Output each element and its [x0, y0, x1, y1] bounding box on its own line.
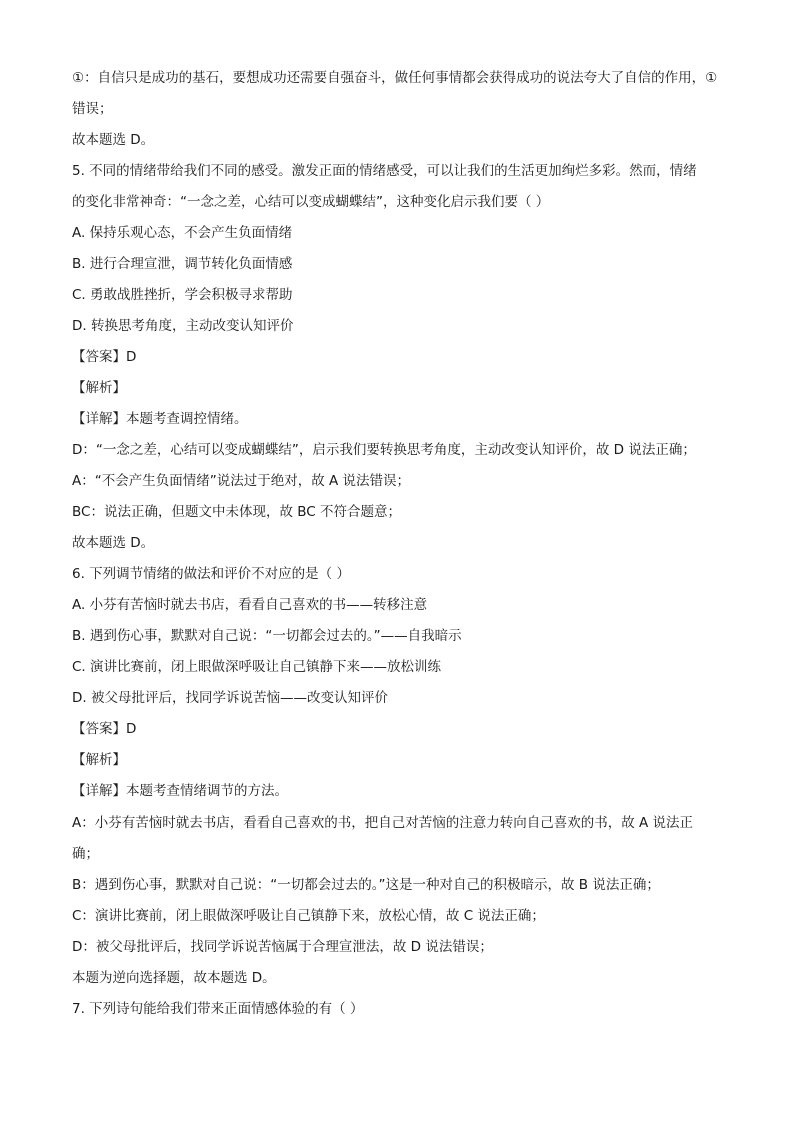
detail-line: 【详解】本题考查调控情绪。: [72, 411, 248, 427]
option-c: C. 演讲比赛前，闭上眼做深呼吸让自己镇静下来——放松训练: [72, 659, 442, 675]
detail-line: C：演讲比赛前，闭上眼做深呼吸让自己镇静下来，放松心情，故 C 说法正确；: [72, 908, 545, 924]
analysis-label: 【解析】: [72, 752, 126, 768]
option-d: D. 被父母批评后，找同学诉说苦恼——改变认知评价: [72, 690, 388, 706]
answer-label: 【答案】D: [72, 349, 137, 365]
analysis-label: 【解析】: [72, 380, 126, 396]
option-c: C. 勇敢战胜挫折，学会积极寻求帮助: [72, 287, 293, 303]
detail-line: 本题为逆向选择题，故本题选 D。: [72, 970, 276, 986]
text-line: 错误；: [72, 101, 113, 117]
detail-line: A：小芬有苦恼时就去书店，看看自己喜欢的书，把自己对苦恼的注意力转向自己喜欢的书，故 A 说法正: [72, 815, 694, 831]
detail-line: A：“不会产生负面情绪”说法过于绝对，故 A 说法错误；: [72, 473, 411, 489]
detail-line: B：遇到伤心事，默默对自己说：“一切都会过去的。”这是一种对自己的积极暗示，故 B 说法正确；: [72, 877, 660, 893]
detail-line: BC：说法正确，但题文中未体现，故 BC 不符合题意；: [72, 504, 401, 520]
question-5-stem: 的变化非常神奇：“一念之差，心结可以变成蝴蝶结”，这种变化启示我们要（ ）: [72, 194, 550, 210]
question-6-stem: 6. 下列调节情绪的做法和评价不对应的是（ ）: [72, 566, 350, 582]
question-5-stem: 5. 不同的情绪带给我们不同的感受。激发正面的情绪感受，可以让我们的生活更加绚烂多彩。然而，情绪: [72, 163, 697, 179]
question-7-stem: 7. 下列诗句能给我们带来正面情感体验的有（ ）: [72, 1001, 364, 1017]
detail-line: 【详解】本题考查情绪调节的方法。: [72, 783, 288, 799]
answer-label: 【答案】D: [72, 721, 137, 737]
option-d: D. 转换思考角度，主动改变认知评价: [72, 318, 294, 334]
text-line: 故本题选 D。: [72, 132, 155, 148]
detail-line: 故本题选 D。: [72, 535, 155, 551]
text-line: ①：自信只是成功的基石，要想成功还需要自强奋斗，做任何事情都会获得成功的说法夸大了自信的作用，①: [72, 70, 718, 86]
detail-line: D：“一念之差，心结可以变成蝴蝶结”，启示我们要转换思考角度，主动改变认知评价，故 D 说法正确；: [72, 442, 696, 458]
option-a: A. 保持乐观心态，不会产生负面情绪: [72, 225, 293, 241]
detail-line: 确；: [72, 846, 99, 862]
option-a: A. 小芬有苦恼时就去书店，看看自己喜欢的书——转移注意: [72, 597, 428, 613]
detail-line: D：被父母批评后，找同学诉说苦恼属于合理宣泄法，故 D 说法错误；: [72, 939, 493, 955]
option-b: B. 进行合理宣泄，调节转化负面情感: [72, 256, 293, 272]
option-b: B. 遇到伤心事，默默对自己说：“一切都会过去的。”——自我暗示: [72, 628, 462, 644]
